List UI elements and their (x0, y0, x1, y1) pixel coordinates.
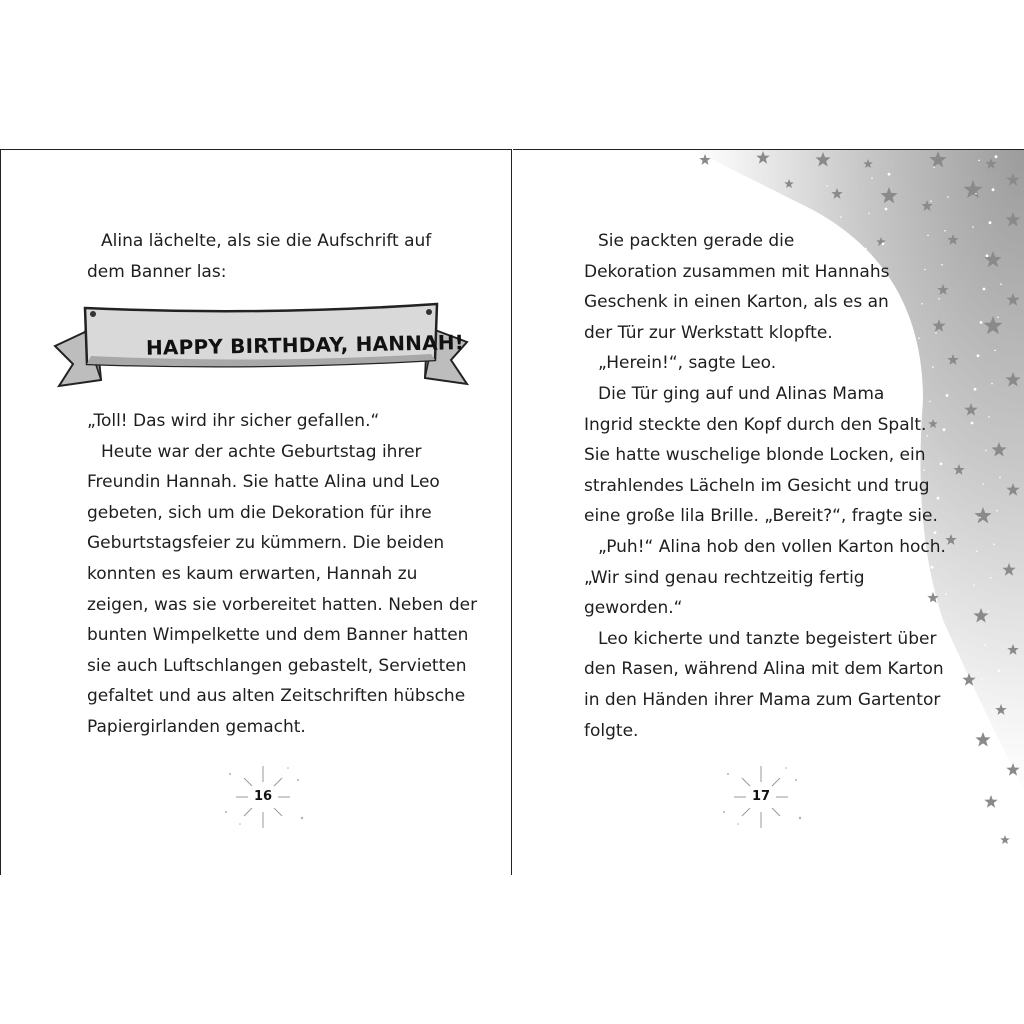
sparkle-dot (984, 644, 986, 646)
book-spread (0, 149, 1024, 875)
right-page (513, 149, 1024, 875)
page-number: 16 (253, 789, 273, 804)
birthday-banner (51, 302, 471, 398)
text-line: Papiergirlanden gemacht. (87, 716, 306, 737)
text-line: Dekoration zusammen mit Hannahs (584, 261, 890, 282)
sparkle-dot (973, 584, 975, 586)
text-line: Heute war der achte Geburtstag ihrer (101, 441, 422, 462)
text-line: eine große lila Brille. „Bereit?“, fragte sie. (584, 506, 938, 527)
text-line: gefaltet und aus alten Zeitschriften hübsche (87, 686, 466, 707)
sparkle-dot (994, 350, 996, 352)
text-line: Sie packten gerade die (598, 231, 795, 251)
text-line: Geschenk in einen Karton, als es an (584, 292, 889, 313)
sparkle-dot (826, 185, 828, 187)
text-line: dem Banner las: (87, 261, 227, 282)
sparkle-dot (998, 669, 1001, 672)
page-number-ornament (716, 762, 806, 832)
text-line: strahlendes Lächeln im Gesicht und trug (584, 475, 930, 496)
sparkle-dot (947, 196, 949, 198)
banner-text: HAPPY BIRTHDAY, HANNAH! (145, 330, 465, 360)
text-line: sie auch Luftschlangen gebastelt, Servietten (87, 655, 467, 676)
star-icon (975, 732, 990, 747)
text-line: Leo kicherte und tanzte begeistert über (598, 628, 937, 649)
text-line: zeigen, was sie vorbereitet hatten. Neben der (87, 594, 478, 615)
text-line: folgte. (584, 720, 639, 741)
star-icon (1000, 835, 1010, 844)
sparkle-dot (993, 543, 995, 545)
sparkle-dot (982, 483, 984, 485)
left-intro-paragraph (87, 226, 431, 287)
sparkle-dot (868, 213, 870, 215)
text-line: gebeten, sich um die Dekoration für ihre (87, 502, 432, 523)
text-line: „Herein!“, sagte Leo. (598, 353, 777, 374)
right-main-paragraph (584, 226, 946, 746)
sparkle-dot (975, 193, 977, 195)
text-line: konnten es kaum erwarten, Hannah zu (87, 563, 418, 584)
left-page (0, 149, 512, 875)
sparkle-dot (986, 254, 989, 257)
text-line: Ingrid steckte den Kopf durch den Spalt. (584, 414, 927, 435)
sparkle-dot (996, 510, 998, 512)
text-line: geworden.“ (584, 598, 683, 619)
sparkle-dot (987, 611, 989, 613)
sparkle-dot (988, 416, 990, 418)
text-line: „Toll! Das wird ihr sicher gefallen.“ (87, 411, 380, 431)
sparkle-dot (840, 216, 842, 218)
sparkle-dot (978, 160, 980, 162)
sparkle-dot (971, 422, 974, 425)
sparkle-dot (930, 200, 932, 202)
sparkle-dot (989, 221, 992, 224)
sparkle-dot (997, 316, 999, 318)
text-line: den Rasen, während Alina mit dem Karton (584, 659, 944, 680)
sparkle-dot (980, 321, 983, 324)
sparkle-dot (972, 226, 974, 228)
sparkle-dot (995, 155, 998, 158)
sparkle-dot (985, 450, 987, 452)
sparkle-dot (992, 188, 995, 191)
text-line: der Tür zur Werkstatt klopfte. (584, 322, 833, 343)
star-icon (984, 795, 997, 808)
sparkle-dot (983, 288, 986, 291)
sparkle-dot (979, 517, 981, 519)
sparkle-dot (974, 388, 977, 391)
sparkle-dot (885, 208, 888, 211)
page-number-ornament (218, 762, 308, 832)
page-number: 17 (751, 789, 771, 804)
text-line: Alina lächelte, als sie die Aufschrift auf (101, 231, 432, 251)
sparkle-dot (1000, 283, 1002, 285)
text-line: in den Händen ihrer Mama zum Gartentor (584, 689, 941, 710)
sparkle-dot (933, 166, 935, 168)
text-line: „Wir sind genau rechtzeitig fertig (584, 567, 865, 588)
sparkle-dot (999, 477, 1001, 479)
sparkle-dot (990, 577, 992, 579)
text-line: Die Tür ging auf und Alinas Mama (598, 383, 885, 404)
text-line: bunten Wimpelkette und dem Banner hatten (87, 625, 469, 646)
text-line: „Puh!“ Alina hob den vollen Karton hoch. (598, 536, 946, 557)
sparkle-dot (991, 383, 993, 385)
text-line: Freundin Hannah. Sie hatte Alina und Leo (87, 472, 440, 493)
text-line: Sie hatte wuschelige blonde Locken, ein (584, 445, 926, 466)
sparkle-dot (888, 173, 891, 176)
left-main-paragraph (87, 406, 477, 743)
sparkle-dot (977, 354, 980, 357)
sparkle-dot (981, 678, 983, 680)
sparkle-dot (976, 551, 978, 553)
text-line: Geburtstagsfeier zu kümmern. Die beiden (87, 533, 445, 554)
sparkle-dot (871, 178, 873, 180)
sparkle-dot (946, 394, 949, 397)
